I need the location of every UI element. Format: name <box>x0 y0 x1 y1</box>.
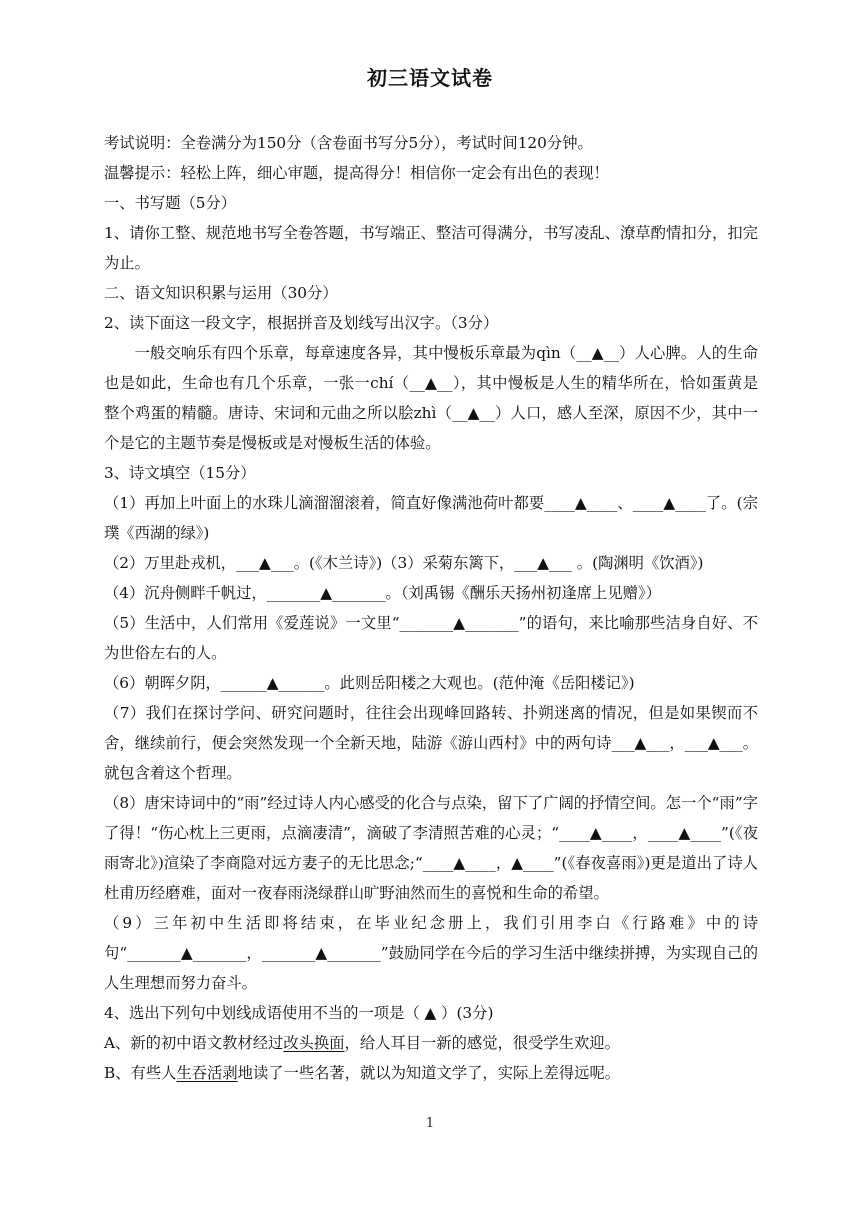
exam-body <box>104 128 758 1088</box>
option-b-text-after: 地读了一些名著，就以为知道文学了，实际上差得远呢。 <box>237 1064 621 1082</box>
question-3-item-9: （9）三年初中生活即将结束，在毕业纪念册上，我们引用李白《行路难》中的诗句“_______▲_______，_______▲_______”鼓励同学在今后的学习生活中继续拼搏，为实现自己的人生理想而努力奋斗。 <box>104 914 758 992</box>
section-1-heading: 一、书写题（5分） <box>104 194 237 212</box>
question-4-option-a <box>104 1028 758 1058</box>
option-b-text-before: B、有些人 <box>104 1064 177 1082</box>
question-2-passage: 一般交响乐有四个乐章，每章速度各异，其中慢板乐章最为qìn（__▲__）人心脾。人的生命也是如此，生命也有几个乐章，一张一chí（__▲__），其中慢板是人生的精华所在，恰如蛋黄是整个鸡蛋的精髓。唐诗、宋词和元曲之所以脍zhì（__▲__）人口，感人至深，原因不少，其中一个是它的主题节奏是慢板或是对慢板生活的体验。 <box>104 344 758 452</box>
question-3-item-7: （7）我们在探讨学问、研究问题时，往往会出现峰回路转、扑朔迷离的情况，但是如果锲而不舍，继续前行，便会突然发现一个全新天地，陆游《游山西村》中的两句诗___▲___，___▲___。就包含着这个哲理。 <box>104 704 758 782</box>
question-3-item-1: （1）再加上叶面上的水珠儿滴溜溜滚着，简直好像满池荷叶都要____▲____、____▲____了。(宗璞《西湖的绿》) <box>104 494 758 542</box>
option-a-text-after: ，给人耳目一新的感觉，很受学生欢迎。 <box>344 1034 620 1052</box>
question-3-item-4: （4）沉舟侧畔千帆过，_______▲_______。（刘禹锡《酬乐天扬州初逢席上见赠》） <box>104 584 661 602</box>
question-3-item-8: （8）唐宋诗词中的“雨”经过诗人内心感受的化合与点染，留下了广阔的抒情空间。怎一个“雨”字了得！“伤心枕上三更雨，点滴凄清”，滴破了李清照苦难的心灵；“____▲____，____▲____”(《夜雨寄北》)渲染了李商隐对远方妻子的无比思念;“____▲____，▲____”(《春夜喜雨》)更是道出了诗人杜甫历经磨难，面对一夜春雨浇绿群山旷野油然而生的喜悦和生命的希望。 <box>104 794 758 902</box>
exam-title: 初三语文试卷 <box>367 66 493 90</box>
question-3-item-5: （5）生活中，人们常用《爱莲说》一文里“_______▲_______”的语句，来比喻那些洁身自好、不为世俗左右的人。 <box>104 614 758 662</box>
question-2-title: 2、读下面这一段文字，根据拼音及划线写出汉字。（3分） <box>104 314 499 332</box>
page-number: 1 <box>425 1116 435 1131</box>
question-3-title: 3、诗文填空（15分） <box>104 464 256 482</box>
exam-tip: 温馨提示：轻松上阵，细心审题，提高得分！相信你一定会有出色的表现！ <box>104 164 609 182</box>
question-4-option-b <box>104 1058 758 1088</box>
question-3-item-2-3: （2）万里赴戎机，___▲___。(《木兰诗》)（3）采菊东篱下，___▲___ 。(陶渊明《饮酒》) <box>104 554 704 572</box>
question-1: 1、请你工整、规范地书写全卷答题，书写端正、整洁可得满分，书写凌乱、潦草酌情扣分，扣完为止。 <box>104 224 758 272</box>
question-3-item-6: （6）朝晖夕阴，______▲______。此则岳阳楼之大观也。(范仲淹《岳阳楼记》) <box>104 674 635 692</box>
option-b-idiom: 生吞活剥 <box>176 1064 238 1082</box>
option-a-idiom: 改头换面 <box>283 1034 345 1052</box>
question-4-title: 4、选出下列句中划线成语使用不当的一项是（ ▲ ）(3分) <box>104 1004 494 1022</box>
option-a-text-before: A、新的初中语文教材经过 <box>104 1034 284 1052</box>
section-2-heading: 二、语文知识积累与运用（30分） <box>104 284 338 302</box>
exam-note: 考试说明：全卷满分为150分（含卷面书写分5分），考试时间120分钟。 <box>104 134 593 152</box>
